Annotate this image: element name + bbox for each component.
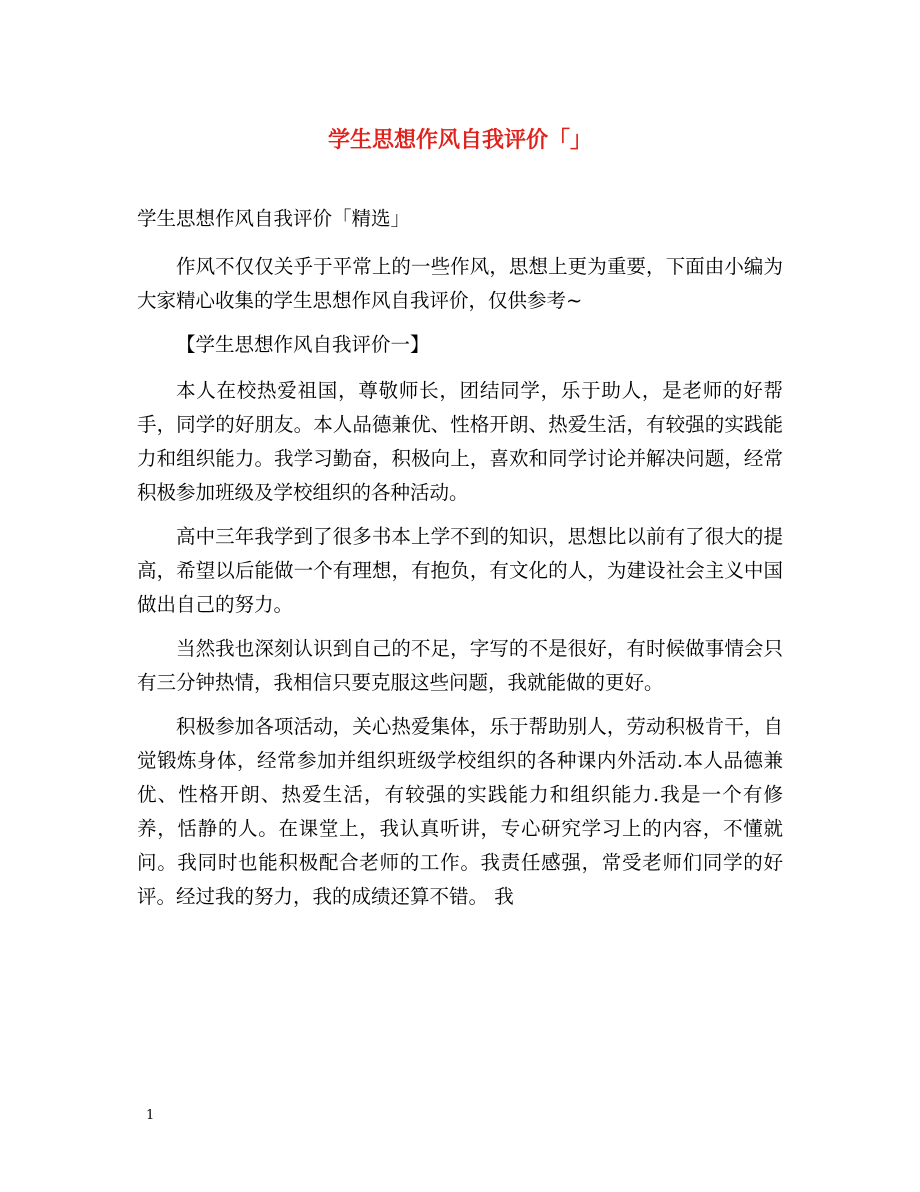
document-body: [137, 202, 783, 924]
body-paragraph: 本人在校热爱祖国，尊敬师长，团结同学，乐于助人，是老师的好帮手，同学的好朋友。本人品德兼优、性格开朗、热爱生活，有较强的实践能力和组织能力。我学习勤奋，积极向上，喜欢和同学讨论并解决问题，经常积极参加班级及学校组织的各种活动。: [137, 379, 783, 504]
document-title: 学生思想作风自我评价「」: [327, 127, 592, 153]
body-paragraph: 高中三年我学到了很多书本上学不到的知识，思想比以前有了很大的提高，希望以后能做一个有理想，有抱负，有文化的人，为建设社会主义中国做出自己的努力。: [137, 525, 783, 616]
section-heading: 【学生思想作风自我评价一】: [176, 333, 430, 356]
page-number: 1: [146, 1108, 155, 1123]
intro-paragraph: 作风不仅仅关乎于平常上的一些作风，思想上更为重要，下面由小编为大家精心收集的学生思想作风自我评价，仅供参考~: [137, 255, 783, 312]
document-subtitle: 学生思想作风自我评价「精选」: [137, 207, 411, 230]
body-paragraph: 当然我也深刻认识到自己的不足，字写的不是很好，有时候做事情会只有三分钟热情，我相信只要克服这些问题，我就能做的更好。: [137, 637, 783, 694]
body-paragraph: 积极参加各项活动，关心热爱集体，乐于帮助别人，劳动积极肯干，自觉锻炼身体，经常参加并组织班级学校组织的各种课内外活动.本人品德兼优、性格开朗、热爱生活，有较强的实践能力和组织能力.我是一个有修养，恬静的人。在课堂上，我认真听讲，专心研究学习上的内容，不懂就问。我同时也能积极配合老师的工作。我责任感强，常受老师们同学的好评。经过我的努力，我的成绩还算不错。 我: [137, 715, 783, 908]
